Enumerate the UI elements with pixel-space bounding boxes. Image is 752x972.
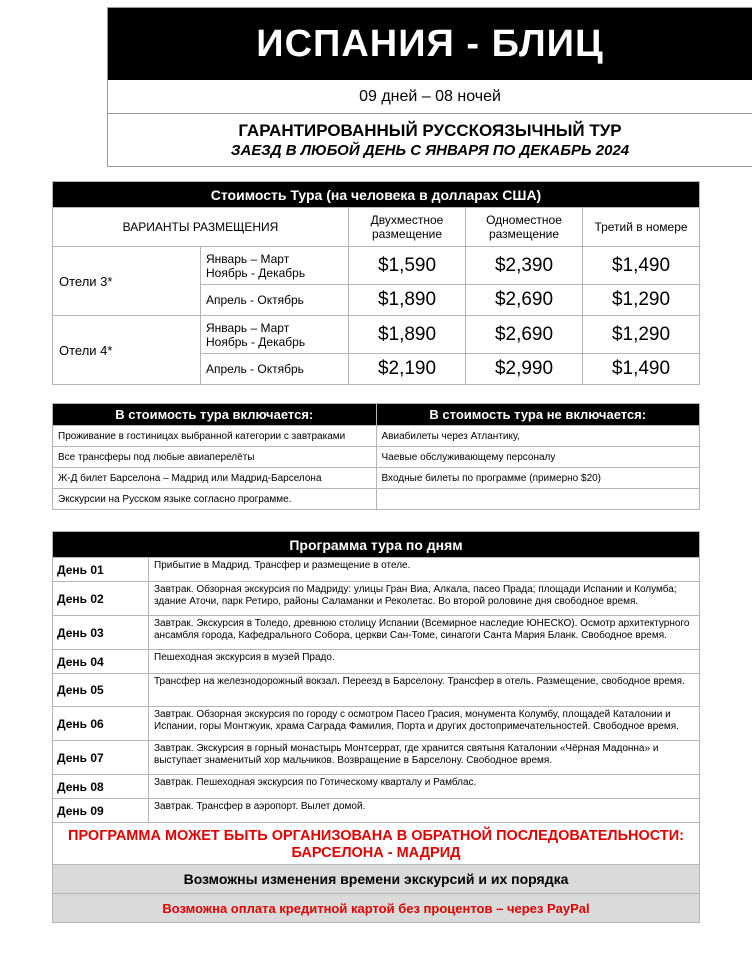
- price-double: $1,890: [349, 285, 466, 316]
- guarantee-block: [108, 114, 752, 166]
- program-day-row: [53, 650, 700, 674]
- price-row: [53, 247, 700, 285]
- season: Апрель - Октябрь: [201, 285, 349, 316]
- day-description: Завтрак. Экскурсия в Толедо, древнюю столицу Испании (Всемирное наследие ЮНЕСКО). Осмотр архитектурного ансамбля города, Кафедрального Собора, церкви Сан-Томе, синагоги Санта Мария Бланк. Свободное время.: [149, 616, 700, 650]
- season: Январь – Март Ноябрь - Декабрь: [201, 316, 349, 354]
- hotel-category: Отели 3*: [53, 247, 201, 316]
- day-label: День 08: [53, 775, 149, 799]
- included-item: Экскурсии на Русском языке согласно программе.: [53, 489, 377, 510]
- day-description: Прибытие в Мадрид. Трансфер и размещение в отеле.: [149, 558, 700, 582]
- day-label: День 03: [53, 616, 149, 650]
- day-description: Завтрак. Обзорная экскурсия по Мадриду: улицы Гран Виа, Алкала, пасео Прада; площади Испании и Колумба; здание Аточи, парк Ретиро, районы Саламанки и Реколетас. Во второй роловине дня свободное время.: [149, 582, 700, 616]
- col-double: Двухместное размещение: [349, 208, 466, 247]
- not-included-item: Входные билеты по программе (примерно $20): [376, 468, 700, 489]
- day-description: Завтрак. Трансфер в аэропорт. Вылет домой.: [149, 799, 700, 823]
- guarantee-text: ГАРАНТИРОВАННЫЙ РУССКОЯЗЫЧНЫЙ ТУР: [238, 121, 622, 140]
- day-label: День 01: [53, 558, 149, 582]
- not-included-item: Авиабилеты через Атлантику,: [376, 426, 700, 447]
- season: Январь – Март Ноябрь - Декабрь: [201, 247, 349, 285]
- page-title: ИСПАНИЯ - БЛИЦ: [108, 8, 752, 80]
- price-table: [52, 181, 700, 385]
- program-day-row: [53, 799, 700, 823]
- day-description: Завтрак. Экскурсия в горный монастырь Монтсеррат, где хранится святыня Каталонии «Чёрная Мадонна» и выступает знаменитый хор мальчиков. Возвращение в Барселону. Свободное время.: [149, 741, 700, 775]
- reverse-order-note-line1: ПРОГРАММА МОЖЕТ БЫТЬ ОРГАНИЗОВАНА В ОБРАТНОЙ ПОСЛЕДОВАТЕЛЬНОСТИ:: [68, 827, 684, 844]
- reverse-order-note-line2: БАРСЕЛОНА - МАДРИД: [291, 844, 461, 861]
- program-day-row: [53, 616, 700, 650]
- price-single: $2,390: [466, 247, 583, 285]
- price-column-headers: [53, 208, 700, 247]
- header-block: [107, 7, 752, 167]
- price-third: $1,490: [583, 247, 700, 285]
- price-single: $2,690: [466, 316, 583, 354]
- price-single: $2,690: [466, 285, 583, 316]
- price-double: $1,590: [349, 247, 466, 285]
- day-label: День 06: [53, 707, 149, 741]
- price-double: $2,190: [349, 354, 466, 385]
- col-single: Одноместное размещение: [466, 208, 583, 247]
- season: Апрель - Октябрь: [201, 354, 349, 385]
- program-day-row: [53, 775, 700, 799]
- price-table-title: Стоимость Тура (на человека в долларах США): [53, 182, 700, 208]
- price-row: [53, 316, 700, 354]
- tour-duration: 09 дней – 08 ночей: [108, 80, 752, 114]
- price-third: $1,290: [583, 285, 700, 316]
- program-day-row: [53, 674, 700, 707]
- included-title: В стоимость тура включается:: [53, 404, 377, 426]
- not-included-title: В стоимость тура не включается:: [376, 404, 700, 426]
- not-included-item: Чаевые обслуживающему персоналу: [376, 447, 700, 468]
- price-third: $1,290: [583, 316, 700, 354]
- col-options: ВАРИАНТЫ РАЗМЕЩЕНИЯ: [53, 208, 349, 247]
- hotel-category: Отели 4*: [53, 316, 201, 385]
- changes-note: Возможны изменения времени экскурсий и их порядка: [53, 865, 700, 894]
- included-item: Ж-Д билет Барселона – Мадрид или Мадрид-Барселона: [53, 468, 377, 489]
- day-description: Завтрак. Пешеходная экскурсия по Готическому кварталу и Рамблас.: [149, 775, 700, 799]
- day-label: День 07: [53, 741, 149, 775]
- price-double: $1,890: [349, 316, 466, 354]
- program-day-row: [53, 558, 700, 582]
- day-description: Трансфер на железнодорожный вокзал. Переезд в Барселону. Трансфер в отель. Размещение, свободное время.: [149, 674, 700, 707]
- payment-note: Возможна оплата кредитной картой без процентов – через PayPal: [53, 894, 700, 923]
- included-item: Проживание в гостиницах выбранной категории с завтраками: [53, 426, 377, 447]
- day-description: Пешеходная экскурсия в музей Прадо.: [149, 650, 700, 674]
- col-third: Третий в номере: [583, 208, 700, 247]
- included-item: Все трансферы под любые авиаперелёты: [53, 447, 377, 468]
- arrival-text: ЗАЕЗД В ЛЮБОЙ ДЕНЬ С ЯНВАРЯ ПО ДЕКАБРЬ 2024: [230, 142, 630, 159]
- program-table: [52, 531, 700, 923]
- not-included-item-empty: [376, 489, 700, 510]
- day-label: День 09: [53, 799, 149, 823]
- day-label: День 04: [53, 650, 149, 674]
- day-label: День 05: [53, 674, 149, 707]
- day-description: Завтрак. Обзорная экскурсия по городу с осмотром Пасео Грасия, монумента Колумбу, площадей Каталонии и Испании, горы Монтжуик, храма Саграда Фамилия, Порта и других достопримечательностей. Свободное время.: [149, 707, 700, 741]
- price-third: $1,490: [583, 354, 700, 385]
- reverse-order-note: [53, 823, 700, 865]
- inclusions-table: [52, 403, 700, 510]
- price-single: $2,990: [466, 354, 583, 385]
- day-label: День 02: [53, 582, 149, 616]
- program-title: Программа тура по дням: [53, 532, 700, 558]
- program-day-row: [53, 582, 700, 616]
- program-day-row: [53, 707, 700, 741]
- program-day-row: [53, 741, 700, 775]
